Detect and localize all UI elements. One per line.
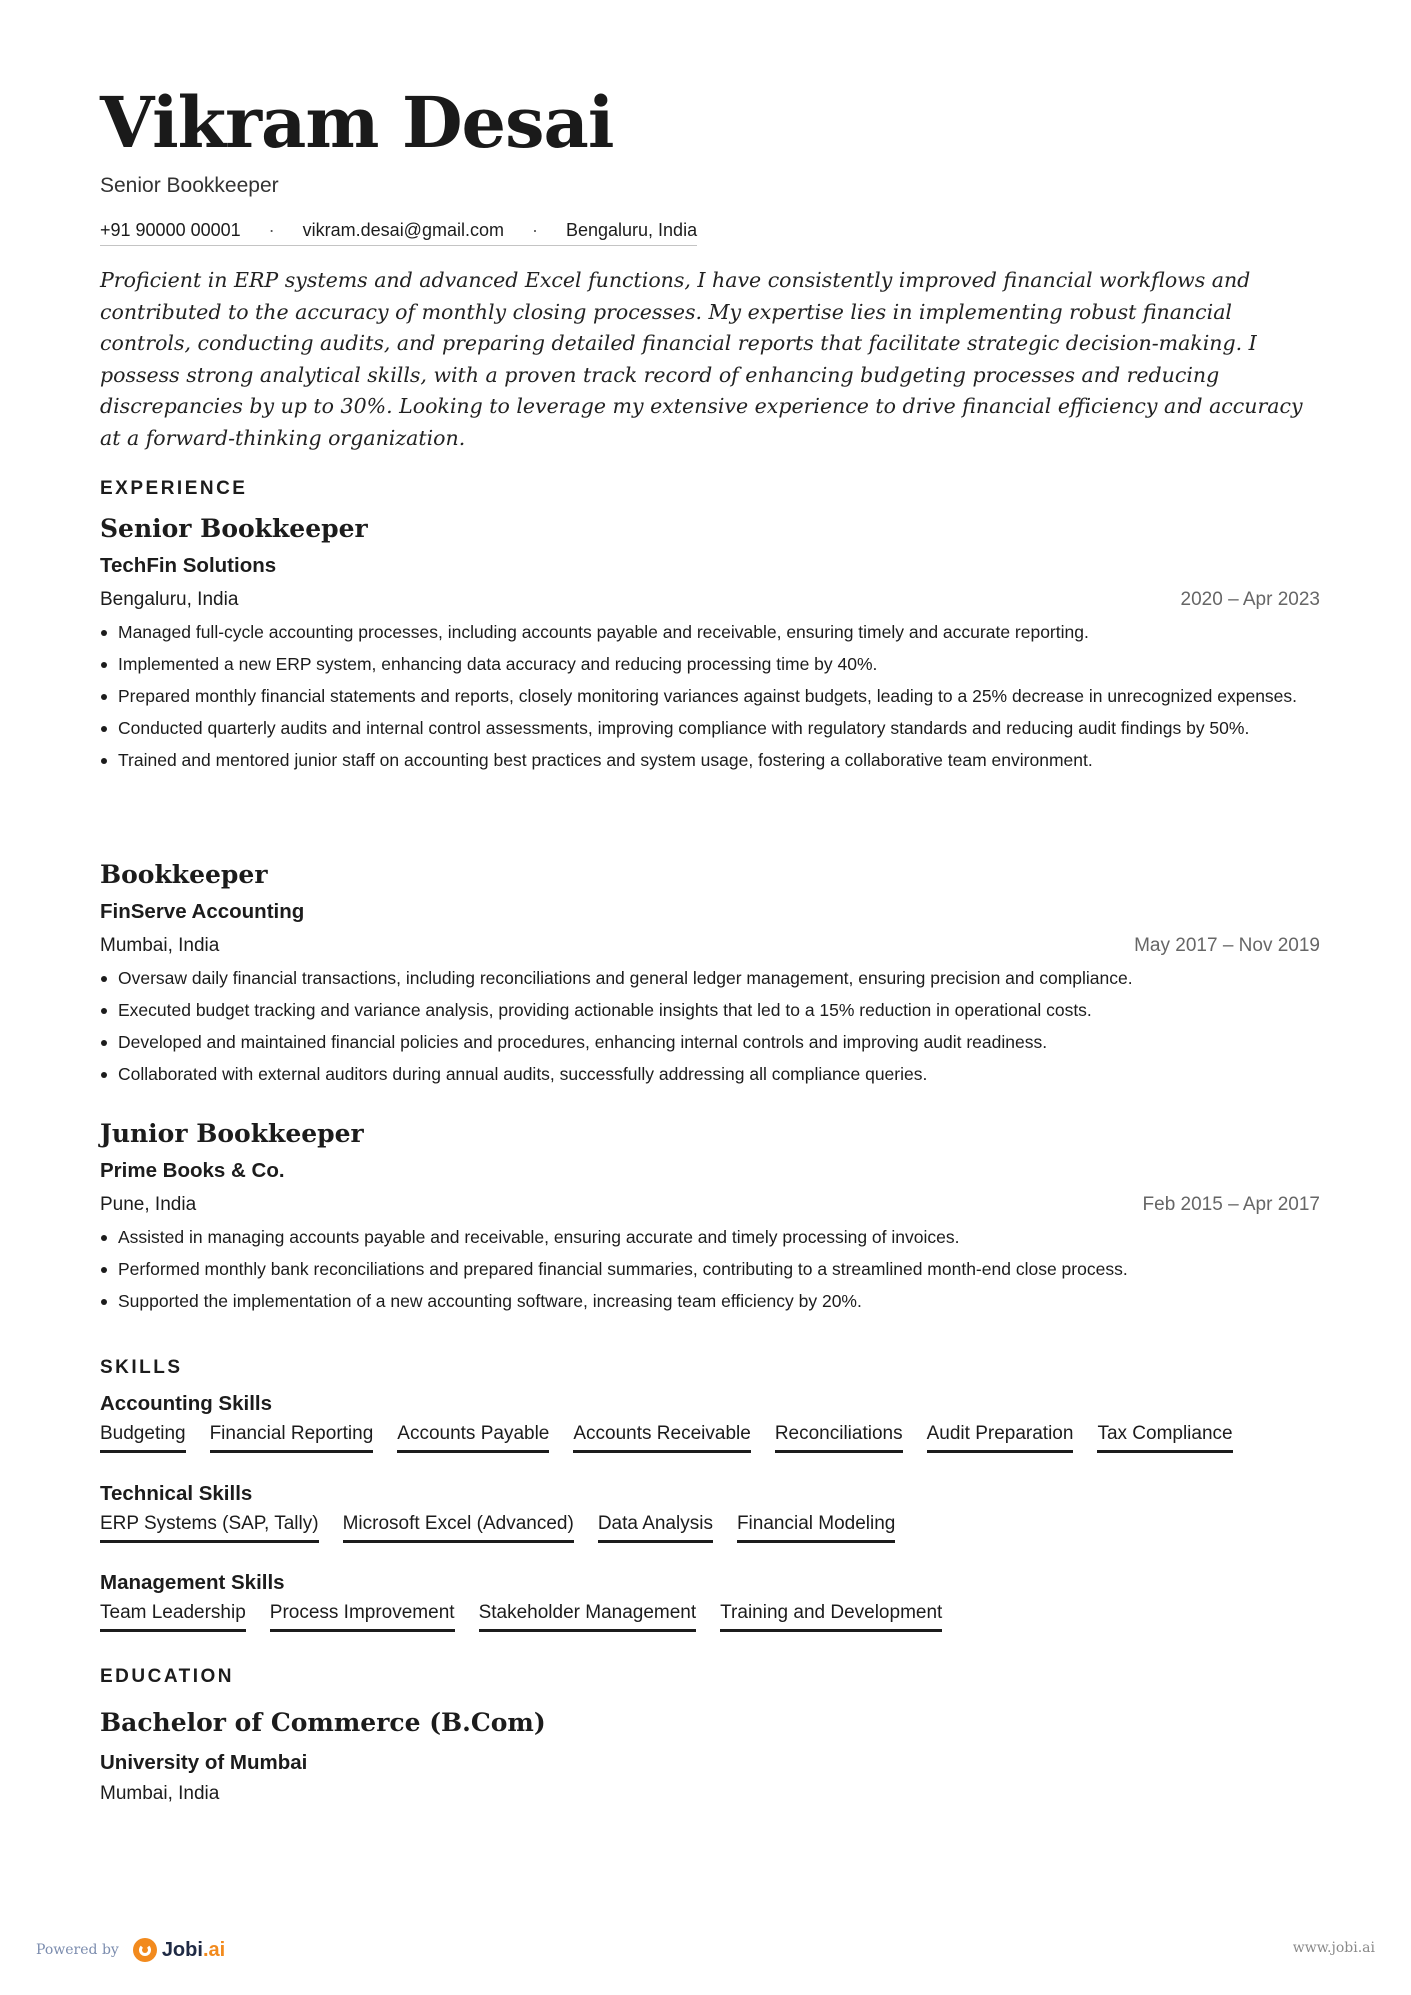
skill-chip: Financial Modeling <box>737 1512 895 1543</box>
contact-phone[interactable]: +91 90000 00001 <box>100 220 241 240</box>
skill-group <box>100 1392 1257 1453</box>
company-name: TechFin Solutions <box>100 554 277 577</box>
job-title: Senior Bookkeeper <box>100 514 368 543</box>
footer-url[interactable]: www.jobi.ai <box>1292 1940 1375 1956</box>
job-dates: Feb 2015 – Apr 2017 <box>1142 1194 1320 1215</box>
skill-chips <box>100 1512 919 1543</box>
contact-separator: · <box>268 220 275 240</box>
experience-entry <box>100 1121 1320 1320</box>
powered-by-label: Powered by <box>36 1942 119 1958</box>
jobi-logo[interactable] <box>133 1938 225 1962</box>
job-bullets <box>100 965 1320 1087</box>
skill-group <box>100 1482 919 1543</box>
bullet-item: Prepared monthly financial statements and reports, closely monitoring variances against budgets, leading to a 25% decrease in unrecognized expenses. <box>100 683 1320 709</box>
skill-chip: Accounts Payable <box>397 1422 549 1453</box>
skill-chip: Financial Reporting <box>210 1422 374 1453</box>
company-name: FinServe Accounting <box>100 900 305 923</box>
education-entry <box>100 1708 546 1805</box>
company-name: Prime Books & Co. <box>100 1159 285 1182</box>
skill-chip: Audit Preparation <box>927 1422 1074 1453</box>
job-meta <box>100 589 1320 611</box>
bullet-item: Trained and mentored junior staff on accounting best practices and system usage, fostering a collaborative team environment. <box>100 747 1320 773</box>
section-heading-education: EDUCATION <box>100 1666 235 1687</box>
bullet-item: Conducted quarterly audits and internal control assessments, improving compliance with regulatory standards and reducing audit findings by 50%. <box>100 715 1320 741</box>
skill-chip: Tax Compliance <box>1097 1422 1232 1453</box>
school-name: University of Mumbai <box>100 1751 308 1774</box>
skill-chip: ERP Systems (SAP, Tally) <box>100 1512 319 1543</box>
skill-chip: Stakeholder Management <box>479 1601 697 1632</box>
bullet-item: Executed budget tracking and variance analysis, providing actionable insights that led to a 15% reduction in operational costs. <box>100 997 1320 1023</box>
skill-category: Accounting Skills <box>100 1392 272 1415</box>
profile-summary: Proficient in ERP systems and advanced Excel functions, I have consistently improved financial workflows and contributed to the accuracy of monthly closing processes. My expertise lies in implementing robust financial controls, conducting audits, and preparing detailed financial reports that facilitate strategic decision-making. I possess strong analytical skills, with a proven track record of enhancing budgeting processes and reducing discrepancies by up to 30%. Looking to leverage my extensive experience to drive financial efficiency and accuracy at a forward-thinking organization. <box>100 268 1303 450</box>
jobi-logo-icon <box>133 1938 157 1962</box>
experience-entry <box>100 862 1320 1093</box>
job-dates: May 2017 – Nov 2019 <box>1134 935 1320 956</box>
job-location: Mumbai, India <box>100 935 220 956</box>
job-meta <box>100 1194 1320 1216</box>
degree-title: Bachelor of Commerce (B.Com) <box>100 1708 546 1737</box>
job-title: Junior Bookkeeper <box>100 1119 364 1148</box>
bullet-item: Implemented a new ERP system, enhancing data accuracy and reducing processing time by 40%. <box>100 651 1320 677</box>
skill-chips <box>100 1422 1257 1453</box>
contact-separator: · <box>531 220 538 240</box>
skill-chips <box>100 1601 966 1632</box>
job-location: Pune, India <box>100 1194 197 1215</box>
experience-entry <box>100 516 1320 779</box>
candidate-title: Senior Bookkeeper <box>100 174 279 197</box>
skill-group <box>100 1571 966 1632</box>
skill-chip: Team Leadership <box>100 1601 246 1632</box>
skill-chip: Training and Development <box>720 1601 942 1632</box>
skill-chip: Accounts Receivable <box>573 1422 750 1453</box>
job-title: Bookkeeper <box>100 860 268 889</box>
powered-by-footer <box>36 1938 225 1962</box>
skill-chip: Budgeting <box>100 1422 186 1453</box>
bullet-item: Managed full-cycle accounting processes, including accounts payable and receivable, ensuring timely and accurate reporting. <box>100 619 1320 645</box>
bullet-item: Collaborated with external auditors during annual audits, successfully addressing all compliance queries. <box>100 1061 1320 1087</box>
jobi-logo-text: Jobi <box>161 1938 203 1961</box>
bullet-item: Supported the implementation of a new accounting software, increasing team efficiency by 20%. <box>100 1288 1320 1314</box>
section-heading-experience: EXPERIENCE <box>100 478 248 499</box>
bullet-item: Developed and maintained financial policies and procedures, enhancing internal controls and improving audit readiness. <box>100 1029 1320 1055</box>
candidate-name: Vikram Desai <box>100 81 614 164</box>
job-meta <box>100 935 1320 957</box>
contact-line <box>100 220 697 246</box>
skill-chip: Microsoft Excel (Advanced) <box>343 1512 574 1543</box>
skill-category: Technical Skills <box>100 1482 253 1505</box>
job-dates: 2020 – Apr 2023 <box>1180 589 1320 610</box>
jobi-logo-suffix: .ai <box>202 1938 226 1961</box>
job-location: Bengaluru, India <box>100 589 239 610</box>
bullet-item: Assisted in managing accounts payable and receivable, ensuring accurate and timely processing of invoices. <box>100 1224 1320 1250</box>
skill-chip: Data Analysis <box>598 1512 713 1543</box>
section-heading-skills: SKILLS <box>100 1357 183 1378</box>
skill-chip: Reconciliations <box>775 1422 903 1453</box>
job-bullets <box>100 1224 1320 1314</box>
contact-email[interactable]: vikram.desai@gmail.com <box>302 220 504 240</box>
job-bullets <box>100 619 1320 773</box>
skill-chip: Process Improvement <box>270 1601 455 1632</box>
bullet-item: Oversaw daily financial transactions, including reconciliations and general ledger management, ensuring precision and compliance. <box>100 965 1320 991</box>
contact-location: Bengaluru, India <box>565 220 698 240</box>
school-location: Mumbai, India <box>100 1783 220 1804</box>
skill-category: Management Skills <box>100 1571 285 1594</box>
bullet-item: Performed monthly bank reconciliations and prepared financial summaries, contributing to a streamlined month-end close process. <box>100 1256 1320 1282</box>
